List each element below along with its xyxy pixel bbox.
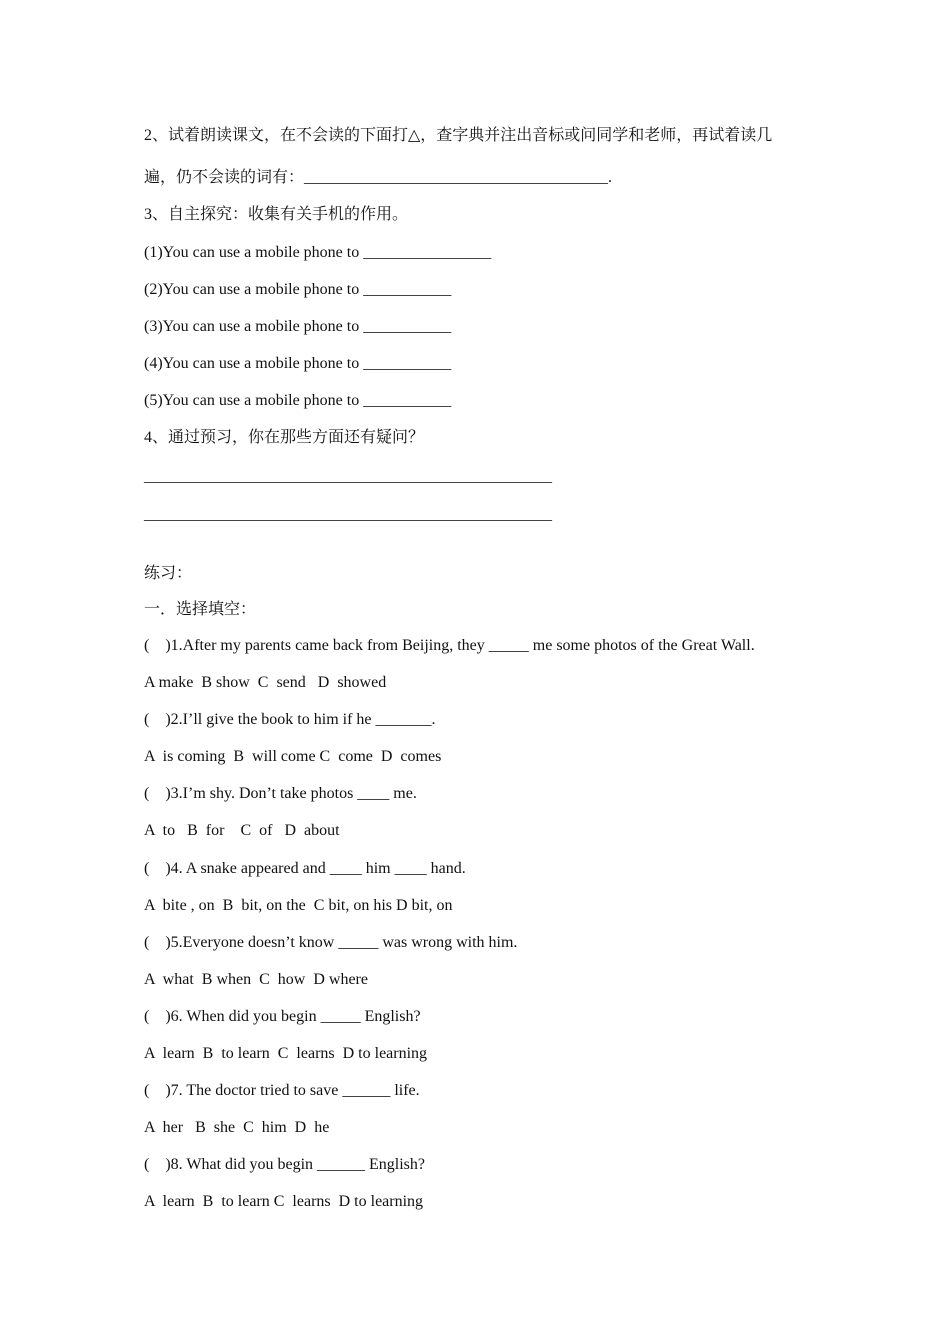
question-7: ( )7. The doctor tried to save ______ life. xyxy=(144,1082,420,1099)
section-title-multiple-choice: 一．选择填空： xyxy=(144,601,257,618)
question-1-options: A make B show C send D showed xyxy=(144,674,387,691)
practice-heading: 练习： xyxy=(144,565,193,582)
question-3: ( )3.I’m shy. Don’t take photos ____ me. xyxy=(144,785,417,802)
question-6-options: A learn B to learn C learns D to learning xyxy=(144,1045,428,1062)
question-3-options: A to B for C of D about xyxy=(144,822,340,839)
answer-blank-line-1: ___________________________________________________ xyxy=(144,468,552,485)
preview-item-2-line-2: 遍，仍不会读的词有：______________________________________. xyxy=(144,169,613,186)
phone-use-item-3: (3)You can use a mobile phone to ___________ xyxy=(144,318,452,335)
question-5: ( )5.Everyone doesn’t know _____ was wrong with him. xyxy=(144,934,518,951)
question-5-options: A what B when C how D where xyxy=(144,971,368,988)
question-8-options: A learn B to learn C learns D to learning xyxy=(144,1193,424,1210)
phone-use-item-4: (4)You can use a mobile phone to ___________ xyxy=(144,355,452,372)
phone-use-item-2: (2)You can use a mobile phone to ___________ xyxy=(144,281,452,298)
preview-item-4-title: 4、通过预习，你在那些方面还有疑问？ xyxy=(144,429,425,446)
phone-use-item-5: (5)You can use a mobile phone to ___________ xyxy=(144,392,452,409)
phone-use-item-1: (1)You can use a mobile phone to ________________ xyxy=(144,244,492,261)
question-8: ( )8. What did you begin ______ English? xyxy=(144,1156,425,1173)
question-4: ( )4. A snake appeared and ____ him ____ hand. xyxy=(144,860,466,877)
preview-item-2-line-1: 2、试着朗读课文，在不会读的下面打△，查字典并注出音标或问同学和老师，再试着读几 xyxy=(144,127,773,144)
answer-blank-line-2: ___________________________________________________ xyxy=(144,506,552,523)
question-7-options: A her B she C him D he xyxy=(144,1119,330,1136)
question-2: ( )2.I’ll give the book to him if he _______. xyxy=(144,711,436,728)
question-4-options: A bite , on B bit, on the C bit, on his D bit, on xyxy=(144,897,453,914)
question-6: ( )6. When did you begin _____ English? xyxy=(144,1008,421,1025)
preview-item-3-title: 3、自主探究：收集有关手机的作用。 xyxy=(144,206,409,223)
question-2-options: A is coming B will come C come D comes xyxy=(144,748,442,765)
question-1: ( )1.After my parents came back from Beijing, they _____ me some photos of the Great Wall. xyxy=(144,637,755,654)
